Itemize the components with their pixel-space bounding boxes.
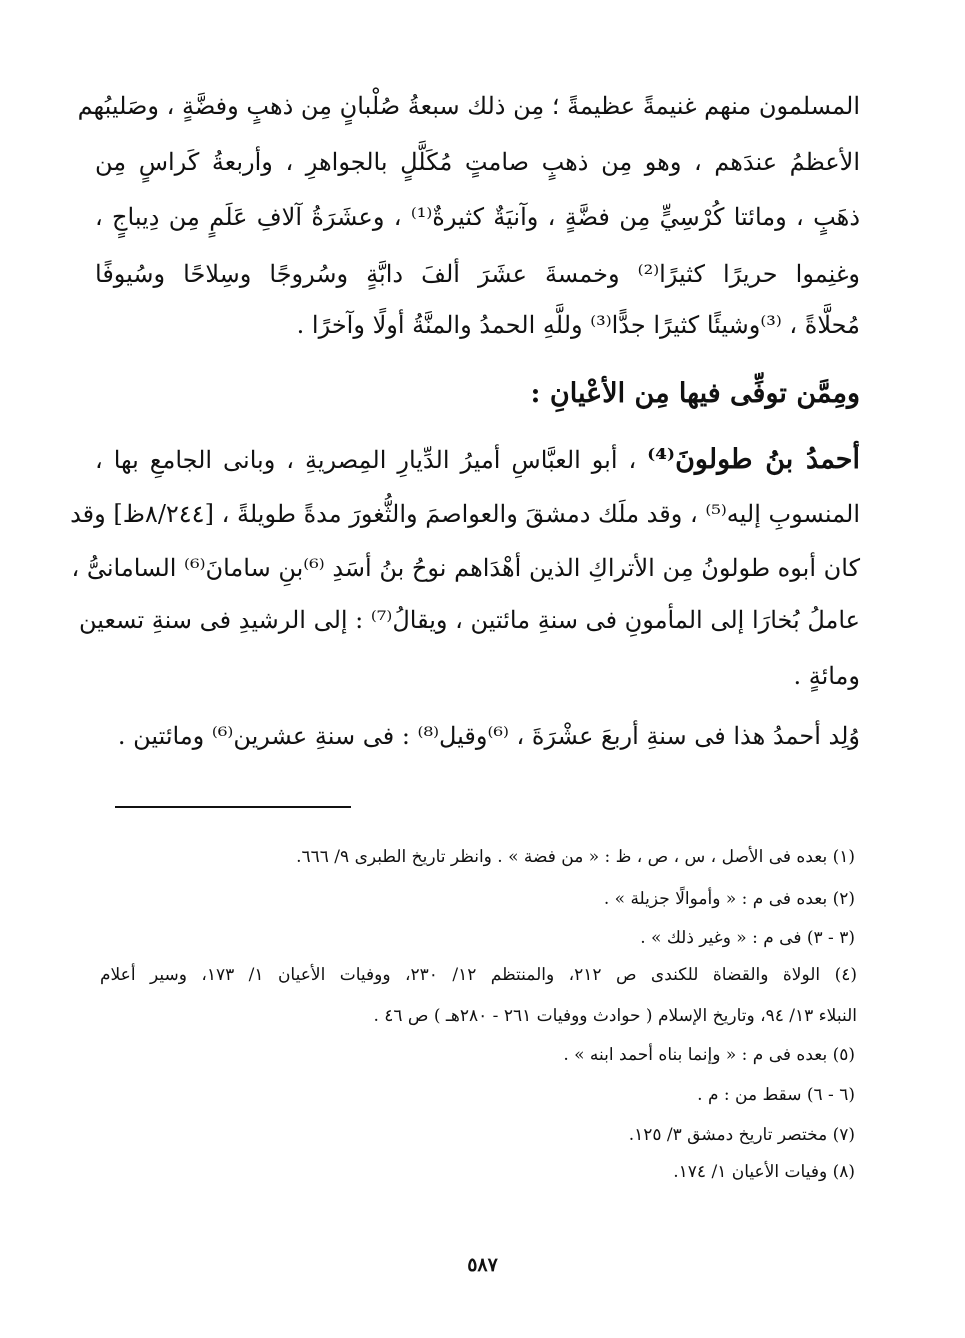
footnote-8: (٨) وفيات الأعيان ١/ ١٧٤. <box>673 1162 855 1182</box>
biography-line-1-text: ، أبو العبَّاسِ أميرُ الدِّيارِ المِصريةِ ، وبانى الجامعِ بها ، <box>95 446 637 474</box>
footnote-5: (٥) بعده فى م : « وإنما بناه أحمد ابنه » . <box>563 1045 855 1065</box>
footnote-6: (٦ - ٦) سقط من : م . <box>697 1085 855 1105</box>
footnote-4-line-2: النبلاء ١٣/ ٩٤، وتاريخ الإسلام ( حوادث ووفيات ٢٦١ - ٢٨٠هـ ) ص ٤٦ . <box>373 1006 857 1026</box>
footnote-separator <box>115 806 351 808</box>
biography-name: أحمدُ بنُ طولونَ⁽⁴⁾ <box>647 444 861 475</box>
paragraph-1-line-1: المسلمون منهم غنيمةً عظيمةً ؛ مِن ذلك سبعةُ صُلْبانٍ مِن ذهبٍ وفضَّةٍ ، وصَليبُهم <box>77 92 860 120</box>
paragraph-1-line-3: ذهَبٍ ، ومائتا كُرْسِيٍّ مِن فضَّةٍ ، وآنيَةٌ كثيرةٌ⁽¹⁾ ، وعشَرَةُ آلافِ عَلَمٍ مِن دِيباجٍ ، <box>95 203 861 231</box>
biography-line-5: ومائةٍ . <box>793 662 860 690</box>
footnote-2: (٢) بعده فى م : « وأموالًا جزيلة » . <box>603 889 855 909</box>
biography-line-1 <box>95 440 860 480</box>
footnote-1: (١) بعده فى الأصل ، س ، ص ، ظ : « من فضة » . وانظر تاريخ الطبرى ٩/ ٦٦٦. <box>296 847 855 867</box>
page-number: ٥٨٧ <box>467 1254 498 1276</box>
birth-line: وُلِد أحمدُ هذا فى سنةِ أربعَ عشْرَةَ ، ⁽⁶⁾وقيل⁽⁸⁾ : فى سنةِ عشرين⁽⁶⁾ ومائتين . <box>117 722 860 750</box>
paragraph-1-line-2: الأعظمُ عندَهم ، وهو مِن ذهبٍ صامتٍ مُكَلَّلٍ بالجواهرِ ، وأربعةُ كَراسٍ مِن <box>95 148 860 176</box>
paragraph-1-line-4: وغنِموا حريرًا كثيرًا⁽²⁾ وخمسةَ عشَرَ ألفَ دابَّةٍ وسُروجًا وسِلاحًا وسُيوفًا <box>95 260 861 288</box>
paragraph-1-line-5: مُحلَّاةً ، ⁽³⁾وشيئًا كثيرًا جدًّا⁽³⁾ وللَّهِ الحمدُ والمنَّةُ أولًا وآخرًا . <box>296 311 860 339</box>
section-heading: ومِمَّن توفِّى فيها مِن الأعْيانِ : <box>530 378 860 409</box>
footnote-3: (٣ - ٣) فى م : « وغير ذلك » . <box>640 928 855 948</box>
biography-line-2: المنسوبِ إليه⁽⁵⁾ ، وقد ملَك دمشقَ والعواصمَ والثُّغورَ مدةً طويلةً ، [٨/٢٤٤ظ] وقد <box>70 500 860 528</box>
footnote-7: (٧) مختصر تاريخ دمشق ٣/ ١٢٥. <box>628 1125 855 1145</box>
footnote-4-line-1: (٤) الولاة والقضاة للكندى ص ٢١٢، والمنتظم ١٢/ ٢٣٠، ووفيات الأعيان ١/ ١٧٣، وسير أعلام <box>100 965 857 985</box>
biography-line-4: عاملُ بُخارَا إلى المأمونِ فى سنةِ مائتين ، ويقالُ⁽⁷⁾ : إلى الرشيدِ فى سنةِ تسعين <box>79 606 860 634</box>
biography-line-3: كان أبوه طولونُ مِن الأتراكِ الذين أهْدَاهم نوحُ بنُ أسَدِ ⁽⁶⁾بنِ سامانَ⁽⁶⁾ السامانىُّ ، <box>71 554 860 582</box>
